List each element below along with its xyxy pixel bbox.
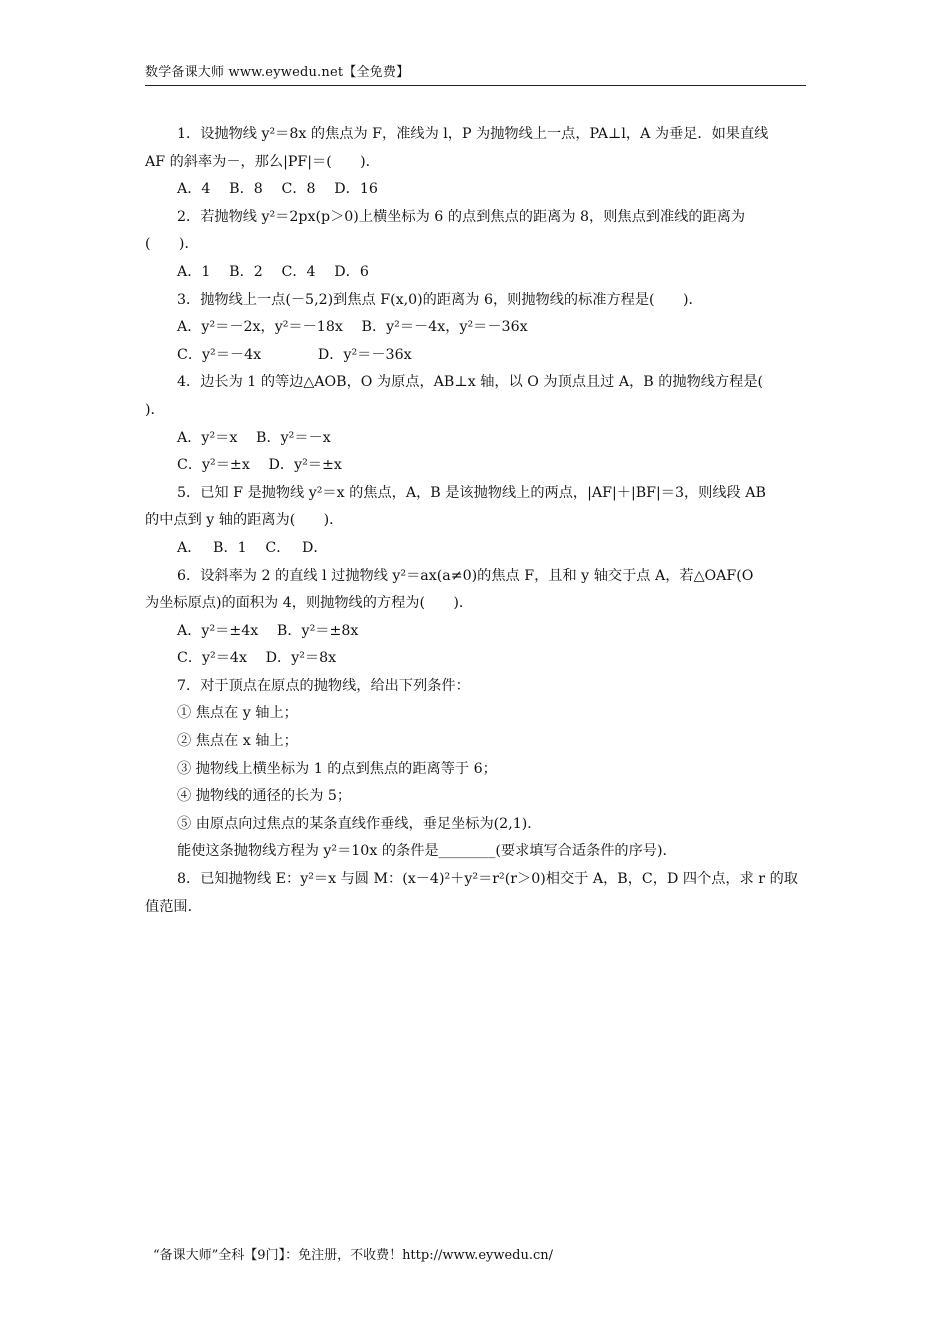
text-line: 6．设斜率为 2 的直线 l 过抛物线 y²＝ax(a≠0)的焦点 F，且和 y 轴交于点 A，若△OAF(O (177, 567, 754, 584)
text-line: C．y²＝±x D．y²＝±x (177, 457, 342, 474)
text-line: 5．已知 F 是抛物线 y²＝x 的焦点，A，B 是该抛物线上的两点，|AF|＋|BF|＝3，则线段 AB (177, 484, 766, 501)
text-line: 7．对于顶点在原点的抛物线，给出下列条件： (177, 677, 470, 694)
text-line: 能使这条抛物线方程为 y²＝10x 的条件是________(要求填写合适条件的序号)． (177, 843, 677, 860)
text-line: 2．若抛物线 y²＝2px(p＞0)上横坐标为 6 的点到焦点的距离为 8，则焦点到准线的距离为 (177, 208, 746, 225)
text-line: ( )． (145, 236, 199, 253)
text-line: 为坐标原点)的面积为 4，则抛物线的方程为( )． (145, 595, 474, 612)
text-line: A． B．1 C． D． (177, 539, 328, 556)
text-line: ① 焦点在 y 轴上； (177, 705, 298, 722)
text-line: 3．抛物线上一点(－5,2)到焦点 F(x,0)的距离为 6，则抛物线的标准方程是( )． (177, 291, 703, 308)
text-line: 的中点到 y 轴的距离为( )． (145, 512, 344, 529)
text-line: )． (145, 401, 165, 418)
text-line: AF 的斜率为－，那么|PF|＝( )． (145, 153, 380, 170)
text-line: A．y²＝±4x B．y²＝±8x (177, 622, 359, 639)
text-line: A．y²＝－2x，y²＝－18x B．y²＝－4x，y²＝－36x (177, 319, 528, 336)
text-line: 4．边长为 1 的等边△AOB，O 为原点，AB⊥x 轴，以 O 为顶点且过 A，B 的抛物线方程是( (177, 374, 764, 391)
problem-content (145, 121, 806, 921)
text-line: A．y²＝x B．y²＝－x (177, 429, 331, 446)
text-line: 1．设抛物线 y²＝8x 的焦点为 F，准线为 l，P 为抛物线上一点，PA⊥l，A 为垂足．如果直线 (177, 126, 769, 142)
text-line: ③ 抛物线上横坐标为 1 的点到焦点的距离等于 6； (177, 760, 497, 777)
text-line: 8．已知抛物线 E：y²＝x 与圆 M：(x－4)²＋y²＝r²(r＞0)相交于 A，B，C，D 四个点，求 r 的取 (177, 871, 798, 888)
page-header: 数学备课大师 www.eywedu.net【全免费】 (145, 65, 410, 80)
text-line: ④ 抛物线的通径的长为 5； (177, 788, 352, 805)
text-line: A．1 B．2 C．4 D．6 (177, 263, 369, 280)
text-line: ⑤ 由原点向过焦点的某条直线作垂线，垂足坐标为(2,1)． (177, 815, 542, 832)
text-line: ② 焦点在 x 轴上； (177, 733, 298, 750)
page-footer: “备课大师”全科【9门】：免注册，不收费！http://www.eywedu.cn/ (153, 1248, 554, 1263)
text-line: C．y²＝4x D．y²＝8x (177, 650, 337, 667)
text-line: C．y²＝－4x D．y²＝－36x (177, 346, 412, 363)
header-divider (145, 85, 806, 86)
text-line: A．4 B．8 C．8 D．16 (177, 181, 378, 198)
text-line: 值范围． (145, 898, 202, 915)
